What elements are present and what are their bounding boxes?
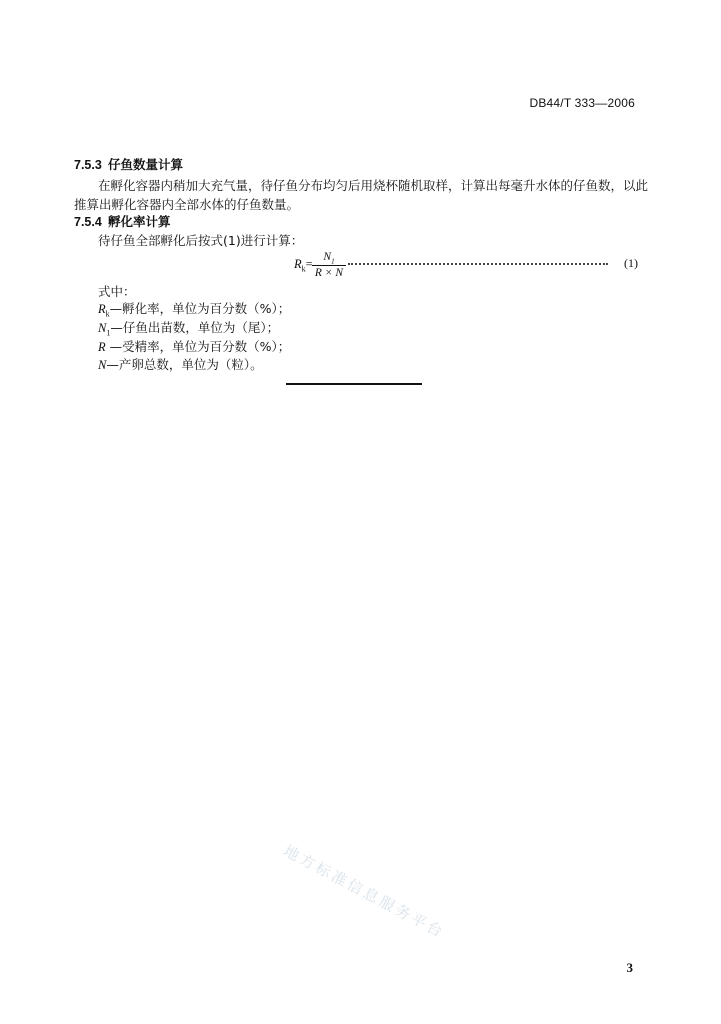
definition-symbol: $R_k$ (98, 302, 110, 319)
formula-1 (294, 251, 638, 281)
watermark: 地方标准信息服务平台 (280, 841, 449, 943)
paragraph-line: 在孵化容器内稍加大充气量，待仔鱼分布均匀后用烧杯随机取样，计算出每毫升水体的仔鱼数，以此 (98, 178, 649, 193)
formula-lhs: $R_k=$ (294, 257, 313, 274)
definition-item (98, 355, 263, 375)
section-number: 7.5.3 (74, 158, 102, 172)
standard-number: DB44/T 333—2006 (529, 96, 635, 110)
section-number: 7.5.4 (74, 215, 102, 229)
formula-denominator: R × N (314, 267, 344, 279)
formula-numerator: $N_1$ (323, 251, 335, 266)
definition-symbol: N (98, 358, 107, 372)
dot-leader (348, 263, 608, 265)
paragraph-line: 推算出孵化容器内全部水体的仔鱼数量。 (74, 197, 300, 212)
paragraph-line: 待仔鱼全部孵化后按式(1)进行计算： (98, 233, 304, 248)
where-intro: 式中： (98, 284, 136, 299)
definition-text: —产卵总数，单位为（粒）。 (106, 357, 263, 372)
page-number: 3 (626, 960, 633, 975)
definition-item (98, 318, 279, 338)
definition-item (98, 299, 290, 319)
definition-item (98, 337, 290, 357)
section-title: 仔鱼数量计算 (108, 157, 184, 172)
definition-text: —仔鱼出苗数，单位为（尾）； (110, 320, 280, 335)
definition-text: —受精率，单位为百分数（%）； (105, 339, 291, 354)
section-heading-7-5-3 (74, 155, 183, 173)
definition-symbol: R (98, 340, 106, 354)
definition-symbol: $N_1$ (98, 321, 111, 338)
section-title: 孵化率计算 (108, 214, 171, 229)
equation-number: (1) (624, 256, 638, 270)
fraction-bar (312, 265, 346, 266)
end-rule (286, 383, 422, 385)
formula-fraction (312, 251, 346, 280)
section-heading-7-5-4 (74, 212, 171, 230)
definition-text: —孵化率，单位为百分数（%）； (109, 301, 291, 316)
